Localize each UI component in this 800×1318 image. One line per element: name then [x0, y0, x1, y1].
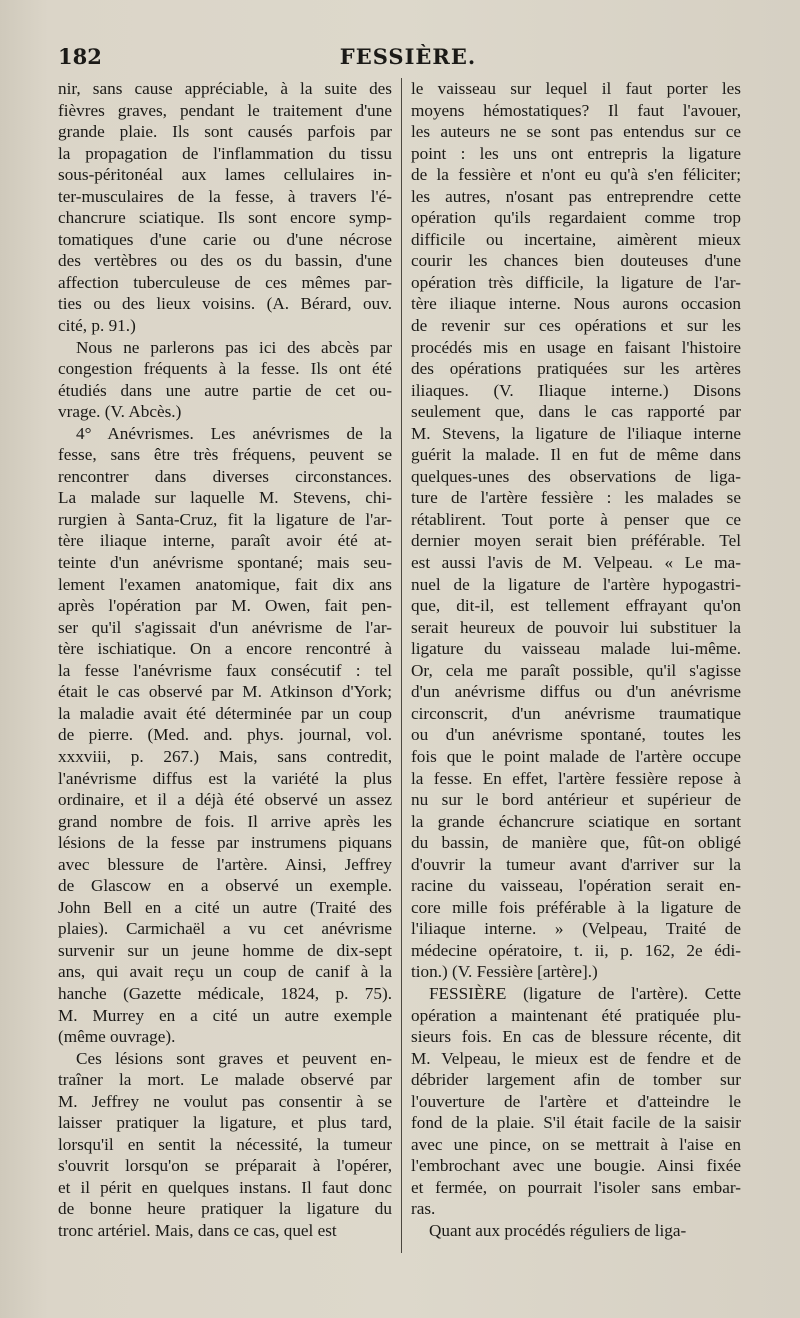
text-line: et il périt en quelques instans. Il faut donc	[58, 1177, 392, 1197]
text-line: tronc artériel. Mais, dans ce cas, quel est	[58, 1220, 337, 1240]
text-line: circonscrit, d'un anévrisme traumatique	[411, 703, 741, 723]
text-line: teinte d'un anévrisme spontané; mais seu-	[58, 553, 392, 573]
text-line: fond de la plaie. S'il était facile de la saisir	[411, 1113, 741, 1133]
text-line: et fermée, on pourrait l'isoler sans embar-	[411, 1177, 741, 1197]
text-line: le vaisseau sur lequel il faut porter les	[411, 79, 741, 98]
text-line: tion.) (V. Fessière [artère].)	[411, 962, 598, 982]
text-line: nir, sans cause appréciable, à la suite des	[58, 79, 392, 98]
text-line: iliaques. (V. Iliaque interne.) Disons	[411, 380, 741, 400]
text-line: de la fessière et n'ont eu qu'à s'en féliciter;	[411, 165, 741, 185]
text-line: procédés mis en usage en faisant l'histoire	[411, 337, 741, 357]
text-line: fesse, sans être très fréquens, peuvent se	[58, 445, 392, 465]
text-line: quelques-unes des observations de liga-	[411, 466, 741, 486]
text-line: débrider largement afin de tomber sur	[411, 1070, 741, 1090]
text-line: ture de l'artère fessière : les malades se	[411, 488, 741, 508]
text-line: tère iliaque interne. Nous aurons occasion	[411, 294, 741, 314]
text-line: moyens hémostatiques? Il faut l'avouer,	[411, 100, 741, 120]
text-line: grand nombre de fois. Il arrive après les	[58, 811, 392, 831]
text-line: des opérations pratiquées sur les artères	[411, 359, 741, 379]
text-line: s'ouvrit lorsqu'on se préparait à l'opérer,	[58, 1156, 392, 1176]
text-line: était le cas observé par M. Atkinson d'York;	[58, 682, 392, 702]
text-line: l'embrochant avec une bougie. Ainsi fixée	[411, 1156, 741, 1176]
text-line: affection tuberculeuse de ces mêmes par-	[58, 272, 392, 292]
page-header	[58, 44, 758, 74]
text-line: du bassin, de manière que, fût-on obligé	[411, 833, 741, 853]
text-line: la fesse l'anévrisme faux consécutif : tel	[58, 660, 392, 680]
text-line: racine du vaisseau, l'opération serait en-	[411, 876, 741, 896]
text-line: la propagation de l'inflammation du tissu	[58, 143, 392, 163]
text-line: nuel de la ligature de l'artère hypogastri-	[411, 574, 741, 594]
text-line: lorsqu'il en sentit la nécessité, la tumeur	[58, 1134, 392, 1154]
text-line: opération a maintenant été pratiquée plu-	[411, 1005, 741, 1025]
text-line: congestion fréquents à la fesse. Ils ont été	[58, 359, 392, 379]
text-line: xxxviii, p. 267.) Mais, sans contredit,	[58, 746, 392, 766]
text-line: courir les chances bien douteuses d'une	[411, 251, 741, 271]
text-line: Ces lésions sont graves et peuvent en-	[76, 1048, 392, 1068]
text-line: traîner la mort. Le malade observé par	[58, 1070, 392, 1090]
text-line: de bonne heure pratiquer la ligature du	[58, 1199, 392, 1219]
text-line: rurgien à Santa-Cruz, fit la ligature de l'ar-	[58, 509, 392, 529]
text-line: les auteurs ne se sont pas entendus sur ce	[411, 122, 741, 142]
text-line: chancrure sciatique. Ils sont encore symp-	[58, 208, 392, 228]
text-line: FESSIÈRE (ligature de l'artère). Cette	[429, 983, 741, 1003]
text-line: ans, qui avait reçu un coup de canif à la	[58, 962, 392, 982]
text-line: ties ou des lieux voisins. (A. Bérard, ouv.	[58, 294, 392, 314]
text-line: difficile ou incertaine, aimèrent mieux	[411, 229, 741, 249]
text-line: cité, p. 91.)	[58, 316, 136, 336]
text-line: la grande échancrure sciatique en sortant	[411, 811, 741, 831]
text-line: ordinaire, et il a déjà été observé un assez	[58, 790, 392, 810]
text-line: Or, cela me paraît possible, qu'il s'agisse	[411, 660, 741, 680]
text-line: laisser pratiquer la ligature, et plus tard,	[58, 1113, 392, 1133]
text-line: après l'opération par M. Owen, fait pen-	[58, 596, 392, 616]
text-line: lésions de la fesse par instrumens piquans	[58, 833, 392, 853]
right-column	[411, 78, 741, 1242]
text-line: des vertèbres ou des os du bassin, d'une	[58, 251, 392, 271]
left-column	[58, 78, 392, 1242]
text-line: étudiés dans une autre partie de cet ou-	[58, 380, 392, 400]
text-line: grande plaie. Ils sont causés parfois par	[58, 122, 392, 142]
text-line: nu sur le bord antérieur et supérieur de	[411, 790, 741, 810]
text-line: l'anévrisme diffus est la variété la plus	[58, 768, 392, 788]
text-line: rencontrer dans diverses circonstances.	[58, 466, 392, 486]
text-line: survenir sur un jeune homme de dix-sept	[58, 940, 392, 960]
text-line: M. Jeffrey ne voulut pas consentir à se	[58, 1091, 392, 1111]
page-number: 182	[58, 44, 102, 69]
text-line: sous-péritonéal aux lames cellulaires in-	[58, 165, 392, 185]
text-line: que, dit-il, est tellement effrayant qu'on	[411, 596, 741, 616]
text-line: ligature du vaisseau malade lui-même.	[411, 639, 741, 659]
text-line: M. Murrey en a cité un autre exemple	[58, 1005, 392, 1025]
text-line: hanche (Gazette médicale, 1824, p. 75).	[58, 983, 392, 1003]
text-line: opération très difficile, la ligature de l'ar-	[411, 272, 741, 292]
text-line: de revenir sur ces opérations et sur les	[411, 316, 741, 336]
text-line: 4° Anévrismes. Les anévrismes de la	[76, 423, 392, 443]
text-line: la fesse. En effet, l'artère fessière repose à	[411, 768, 741, 788]
text-line: fois que le point malade de l'artère occupe	[411, 746, 741, 766]
text-line: ou d'un anévrisme spontané, toutes les	[411, 725, 741, 745]
text-line: opération qu'ils regardaient comme trop	[411, 208, 741, 228]
text-line: la maladie avait été déterminée par un coup	[58, 703, 392, 723]
text-line: ter-musculaires de la fesse, à travers l'é-	[58, 186, 392, 206]
text-line: d'un anévrisme diffus ou d'un anévrisme	[411, 682, 741, 702]
text-line: Nous ne parlerons pas ici des abcès par	[76, 337, 392, 357]
text-line: ser qu'il s'agissait d'un anévrisme de l'ar-	[58, 617, 392, 637]
text-line: médecine opératoire, t. ii, p. 162, 2e édi-	[411, 940, 741, 960]
text-line: M. Velpeau, le mieux est de fendre et de	[411, 1048, 741, 1068]
text-line: seulement que, dans le cas rapporté par	[411, 402, 741, 422]
text-line: rétablirent. Tout porte à penser que ce	[411, 509, 741, 529]
text-line: lement l'examen anatomique, fait dix ans	[58, 574, 392, 594]
text-line: point : les uns ont entrepris la ligature	[411, 143, 741, 163]
text-line: ras.	[411, 1199, 436, 1219]
text-line: (même ouvrage).	[58, 1027, 176, 1047]
text-line: plaies). Carmichaël a vu cet anévrisme	[58, 919, 392, 939]
text-line: vrage. (V. Abcès.)	[58, 402, 182, 422]
text-line: fièvres graves, pendant le traitement d'une	[58, 100, 392, 120]
text-line: M. Stevens, la ligature de l'iliaque interne	[411, 423, 741, 443]
column-divider	[401, 78, 402, 1253]
text-line: tère ischiatique. On a encore rencontré à	[58, 639, 392, 659]
text-line: tère iliaque interne, paraît avoir été at-	[58, 531, 392, 551]
text-line: dernier moyen serait bien préférable. Tel	[411, 531, 741, 551]
text-line: La malade sur laquelle M. Stevens, chi-	[58, 488, 392, 508]
text-line: guérit la malade. Il en fut de même dans	[411, 445, 741, 465]
text-line: Quant aux procédés réguliers de liga-	[429, 1220, 687, 1240]
text-line: est aussi l'avis de M. Velpeau. « Le ma-	[411, 553, 741, 573]
text-line: tomatiques d'une carie ou d'une nécrose	[58, 229, 392, 249]
text-line: avec une pince, on se mettrait à l'aise en	[411, 1134, 741, 1154]
text-line: d'ouvrir la tumeur avant d'arriver sur la	[411, 854, 741, 874]
text-line: sieurs fois. En cas de blessure récente, dit	[411, 1027, 741, 1047]
text-line: de Glascow en a observé un exemple.	[58, 876, 392, 896]
text-line: serait heureux de pouvoir lui substituer la	[411, 617, 741, 637]
text-line: core mille fois préférable à la ligature de	[411, 897, 741, 917]
text-line: les autres, n'osant pas entreprendre cette	[411, 186, 741, 206]
text-line: de pierre. (Med. and. phys. journal, vol.	[58, 725, 392, 745]
running-title: FESSIÈRE.	[339, 44, 477, 69]
text-line: l'iliaque interne. » (Velpeau, Traité de	[411, 919, 741, 939]
text-line: John Bell en a cité un autre (Traité des	[58, 897, 392, 917]
text-line: l'ouverture de l'artère et d'atteindre le	[411, 1091, 741, 1111]
text-line: avec blessure de l'artère. Ainsi, Jeffrey	[58, 854, 392, 874]
